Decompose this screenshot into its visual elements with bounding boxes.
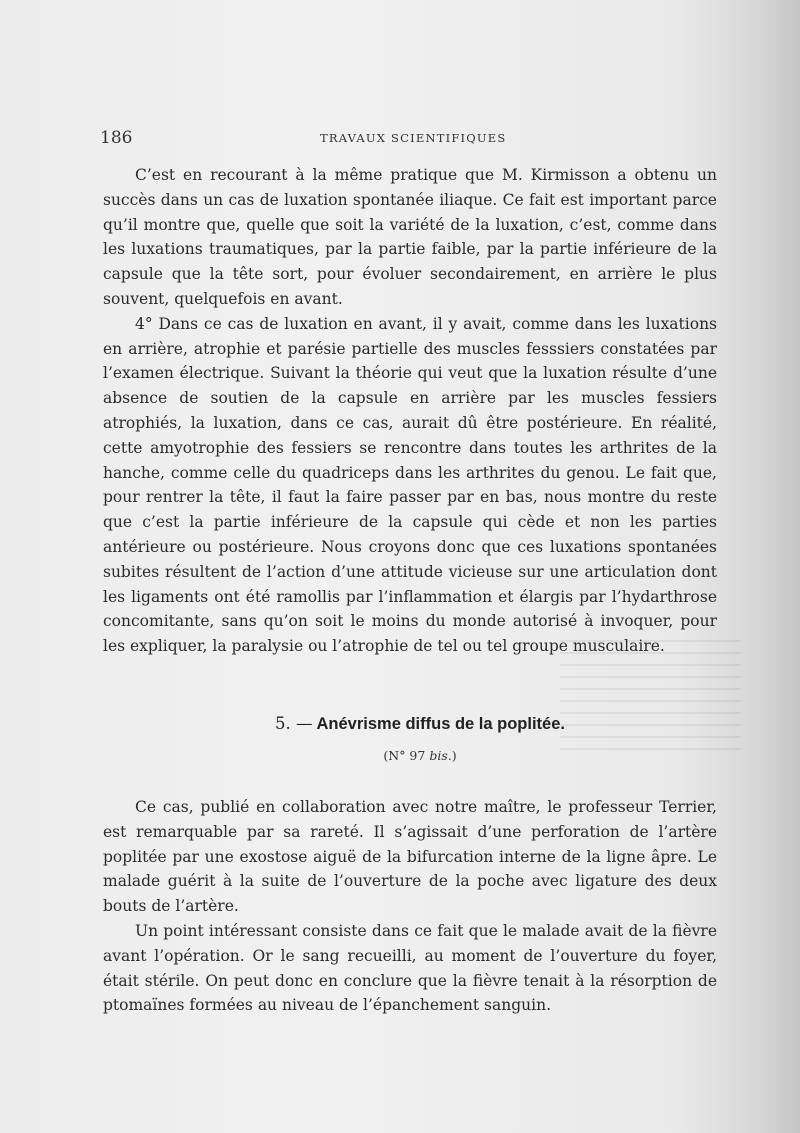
page-header — [100, 128, 718, 152]
section-reference — [0, 748, 800, 763]
reference-close: ) — [451, 748, 457, 763]
section-heading — [0, 714, 800, 734]
section-4-body — [103, 163, 717, 659]
paragraph: Ce cas, publié en collaboration avec notre maître, le professeur Terrier, est remarquable par sa rareté. Il s’agissait d’une perforation de l’artère poplitée par une exostose aiguë de la bifurcation interne de la ligne âpre. Le malade guérit à la suite de l’ouverture de la poche avec ligature des deux bouts de l’artère. — [103, 798, 717, 916]
paragraph: C’est en recourant à la même pratique que M. Kirmisson a obtenu un succès dans un cas de luxation spontanée iliaque. Ce fait est important parce qu’il montre que, quelle que soit la variété de la luxation, c’est, comme dans les luxations traumatiques, par la partie faible, par la partie inférieure de la capsule que la tête sort, pour évoluer secondairement, en arrière le plus souvent, quelquefois en avant. — [103, 166, 717, 308]
paragraph: 4° Dans ce cas de luxation en avant, il y avait, comme dans les luxations en arrière, atrophie et parésie partielle des muscles fesssiers constatées par l’examen électrique. Suivant la théorie qui veut que la luxation résulte d’une absence de soutien de la capsule en arrière par les muscles fessiers atrophiés, la luxation, dans ce cas, aurait dû être postérieure. En réalité, cette amyotrophie des fessiers se rencontre dans toutes les arthrites de la hanche, comme celle du quadriceps dans les arthrites du genou. Le fait que, pour rentrer la tête, il faut la faire passer par en bas, nous montre du reste que c’est la partie inférieure de la capsule qui cède et non les parties antérieure ou postérieure. Nous croyons donc que ces luxations spontanées subites résultent de l’action d’une attitude vicieuse sur une articulation dont les ligaments ont été ramollis par l’inflammation et élargis par l’hydarthrose concomitante, sans qu’on soit le moins du monde autorisé à invoquer, pour les expliquer, la paralysie ou l’atrophie de tel ou tel groupe musculaire. — [103, 314, 717, 656]
page-number: 186 — [100, 128, 133, 148]
paragraph: Un point intéressant consiste dans ce fait que le malade avait de la fièvre avant l’opération. Or le sang recueilli, au moment de l’ouverture du foyer, était stérile. On peut donc en conclure que la fièvre tenait à la résorption de ptomaïnes formées au niveau de l’épanchement sanguin. — [103, 921, 717, 1015]
running-head: TRAVAUX SCIENTIFIQUES — [320, 131, 507, 145]
reference-prefix: (N° 97 — [383, 748, 426, 763]
section-number: 5. — — [275, 714, 313, 733]
section-5-body — [103, 795, 717, 1018]
section-title: Anévrisme diffus de la poplitée. — [316, 715, 565, 733]
reference-suffix: bis. — [429, 748, 452, 763]
